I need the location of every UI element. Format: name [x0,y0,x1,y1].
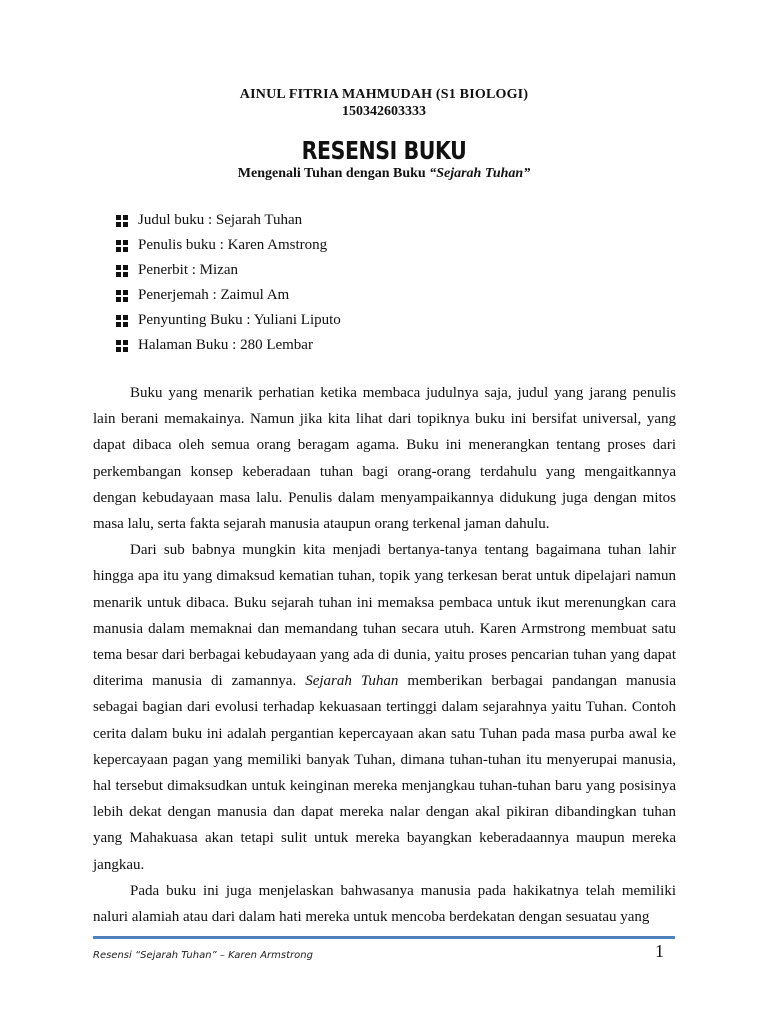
document-subtitle [0,166,768,182]
pages-detail: Halaman Buku : 280 Lembar [138,337,313,353]
subtitle-lead: Mengenali Tuhan dengan Buku [237,166,430,181]
subtitle-book-title: “Sejarah Tuhan” [429,166,531,181]
four-square-bullet-icon [116,215,128,227]
paragraph-2-part-a: Dari sub babnya mungkin kita menjadi bertanya-tanya tentang bagaimana tuhan lahir hingga apa itu yang dimaksud kematian tuhan, topik yang terkesan berat untuk dipelajari namun menarik untuk dibaca. Buku sejarah tuhan ini memaksa pembaca untuk ikut merenungkan cara manusia dalam memaknai dan memandang tuhan secara utuh. Karen Armstrong membuat satu tema besar dari berbagai kebudayaan yang ada di dunia, yaitu proses pencarian tuhan yang dapat diterima manusia di zamannya. [93,542,676,690]
footer-text: Resensi “Sejarah Tuhan” – Karen Armstrong [93,950,313,961]
four-square-bullet-icon [116,290,128,302]
page-number: 1 [655,941,664,961]
paragraph-1: Buku yang menarik perhatian ketika membaca judulnya saja, judul yang jarang penulis lain berani memakainya. Namun jika kita lihat dari topiknya buku ini bersifat universal, yang dapat dibaca oleh semua orang beragam agama. Buku ini menerangkan tentang proses dari perkembangan konsep keberadaan tuhan bagi orang-orang terdahulu yang mengaitkannya dengan kebudayaan masa lalu. Penulis dalam menyampaikannya didukung juga dengan mitos masa lalu, serta fakta sejarah manusia ataupun orang terkenal jaman dahulu. [93,385,676,533]
paragraph-3: Pada buku ini juga menjelaskan bahwasanya manusia pada hakikatnya telah memiliki naluri alamiah atau dari dalam hati mereka untuk mencoba berdekatan dengan sesuatau yang [93,882,676,926]
list-item [116,308,341,333]
document-title: RESENSI BUKU [301,136,467,165]
editor-detail: Penyunting Buku : Yuliani Liputo [138,312,341,328]
paragraph-2 [93,537,676,878]
list-item [116,258,341,283]
four-square-bullet-icon [116,240,128,252]
four-square-bullet-icon [116,315,128,327]
publisher-detail: Penerbit : Mizan [138,262,238,278]
author-name: AINUL FITRIA MAHMUDAH (S1 BIOLOGI) [239,87,529,102]
four-square-bullet-icon [116,340,128,352]
review-body [93,380,676,930]
author-detail: Penulis buku : Karen Amstrong [138,237,328,253]
footer-divider [93,936,675,939]
list-item [116,333,341,358]
list-item [116,283,341,308]
student-id: 150342603333 [342,104,426,119]
paragraph-2-part-b: memberikan berbagai pandangan manusia sebagai bagian dari evolusi terhadap kekuasaan tertinggi dalam sejarahnya yaitu Tuhan. Contoh cerita dalam buku ini adalah pergantian kepercayaan akan satu Tuhan pada masa purba awal ke kepercayaan pagan yang memiliki banyak Tuhan, dimana tuhan-tuhan itu menyerupai manusia, hal tersebut dimaksudkan untuk keinginan mereka menjangkau tuhan-tuhan baru yang posisinya lebih dekat dengan manusia dan dapat mereka nalar dengan akal pikiran dibandingkan tuhan yang Mahakuasa akan tetapi sulit untuk mereka bayangkan keberadaannya maupun mereka jangkau. [93,673,676,873]
paragraph-2-italic-title: Sejarah Tuhan [305,673,399,690]
four-square-bullet-icon [116,265,128,277]
list-item [116,208,341,233]
book-title-detail: Judul buku : Sejarah Tuhan [138,212,303,228]
translator-detail: Penerjemah : Zaimul Am [138,287,290,303]
book-details-list [116,208,341,358]
list-item [116,233,341,258]
